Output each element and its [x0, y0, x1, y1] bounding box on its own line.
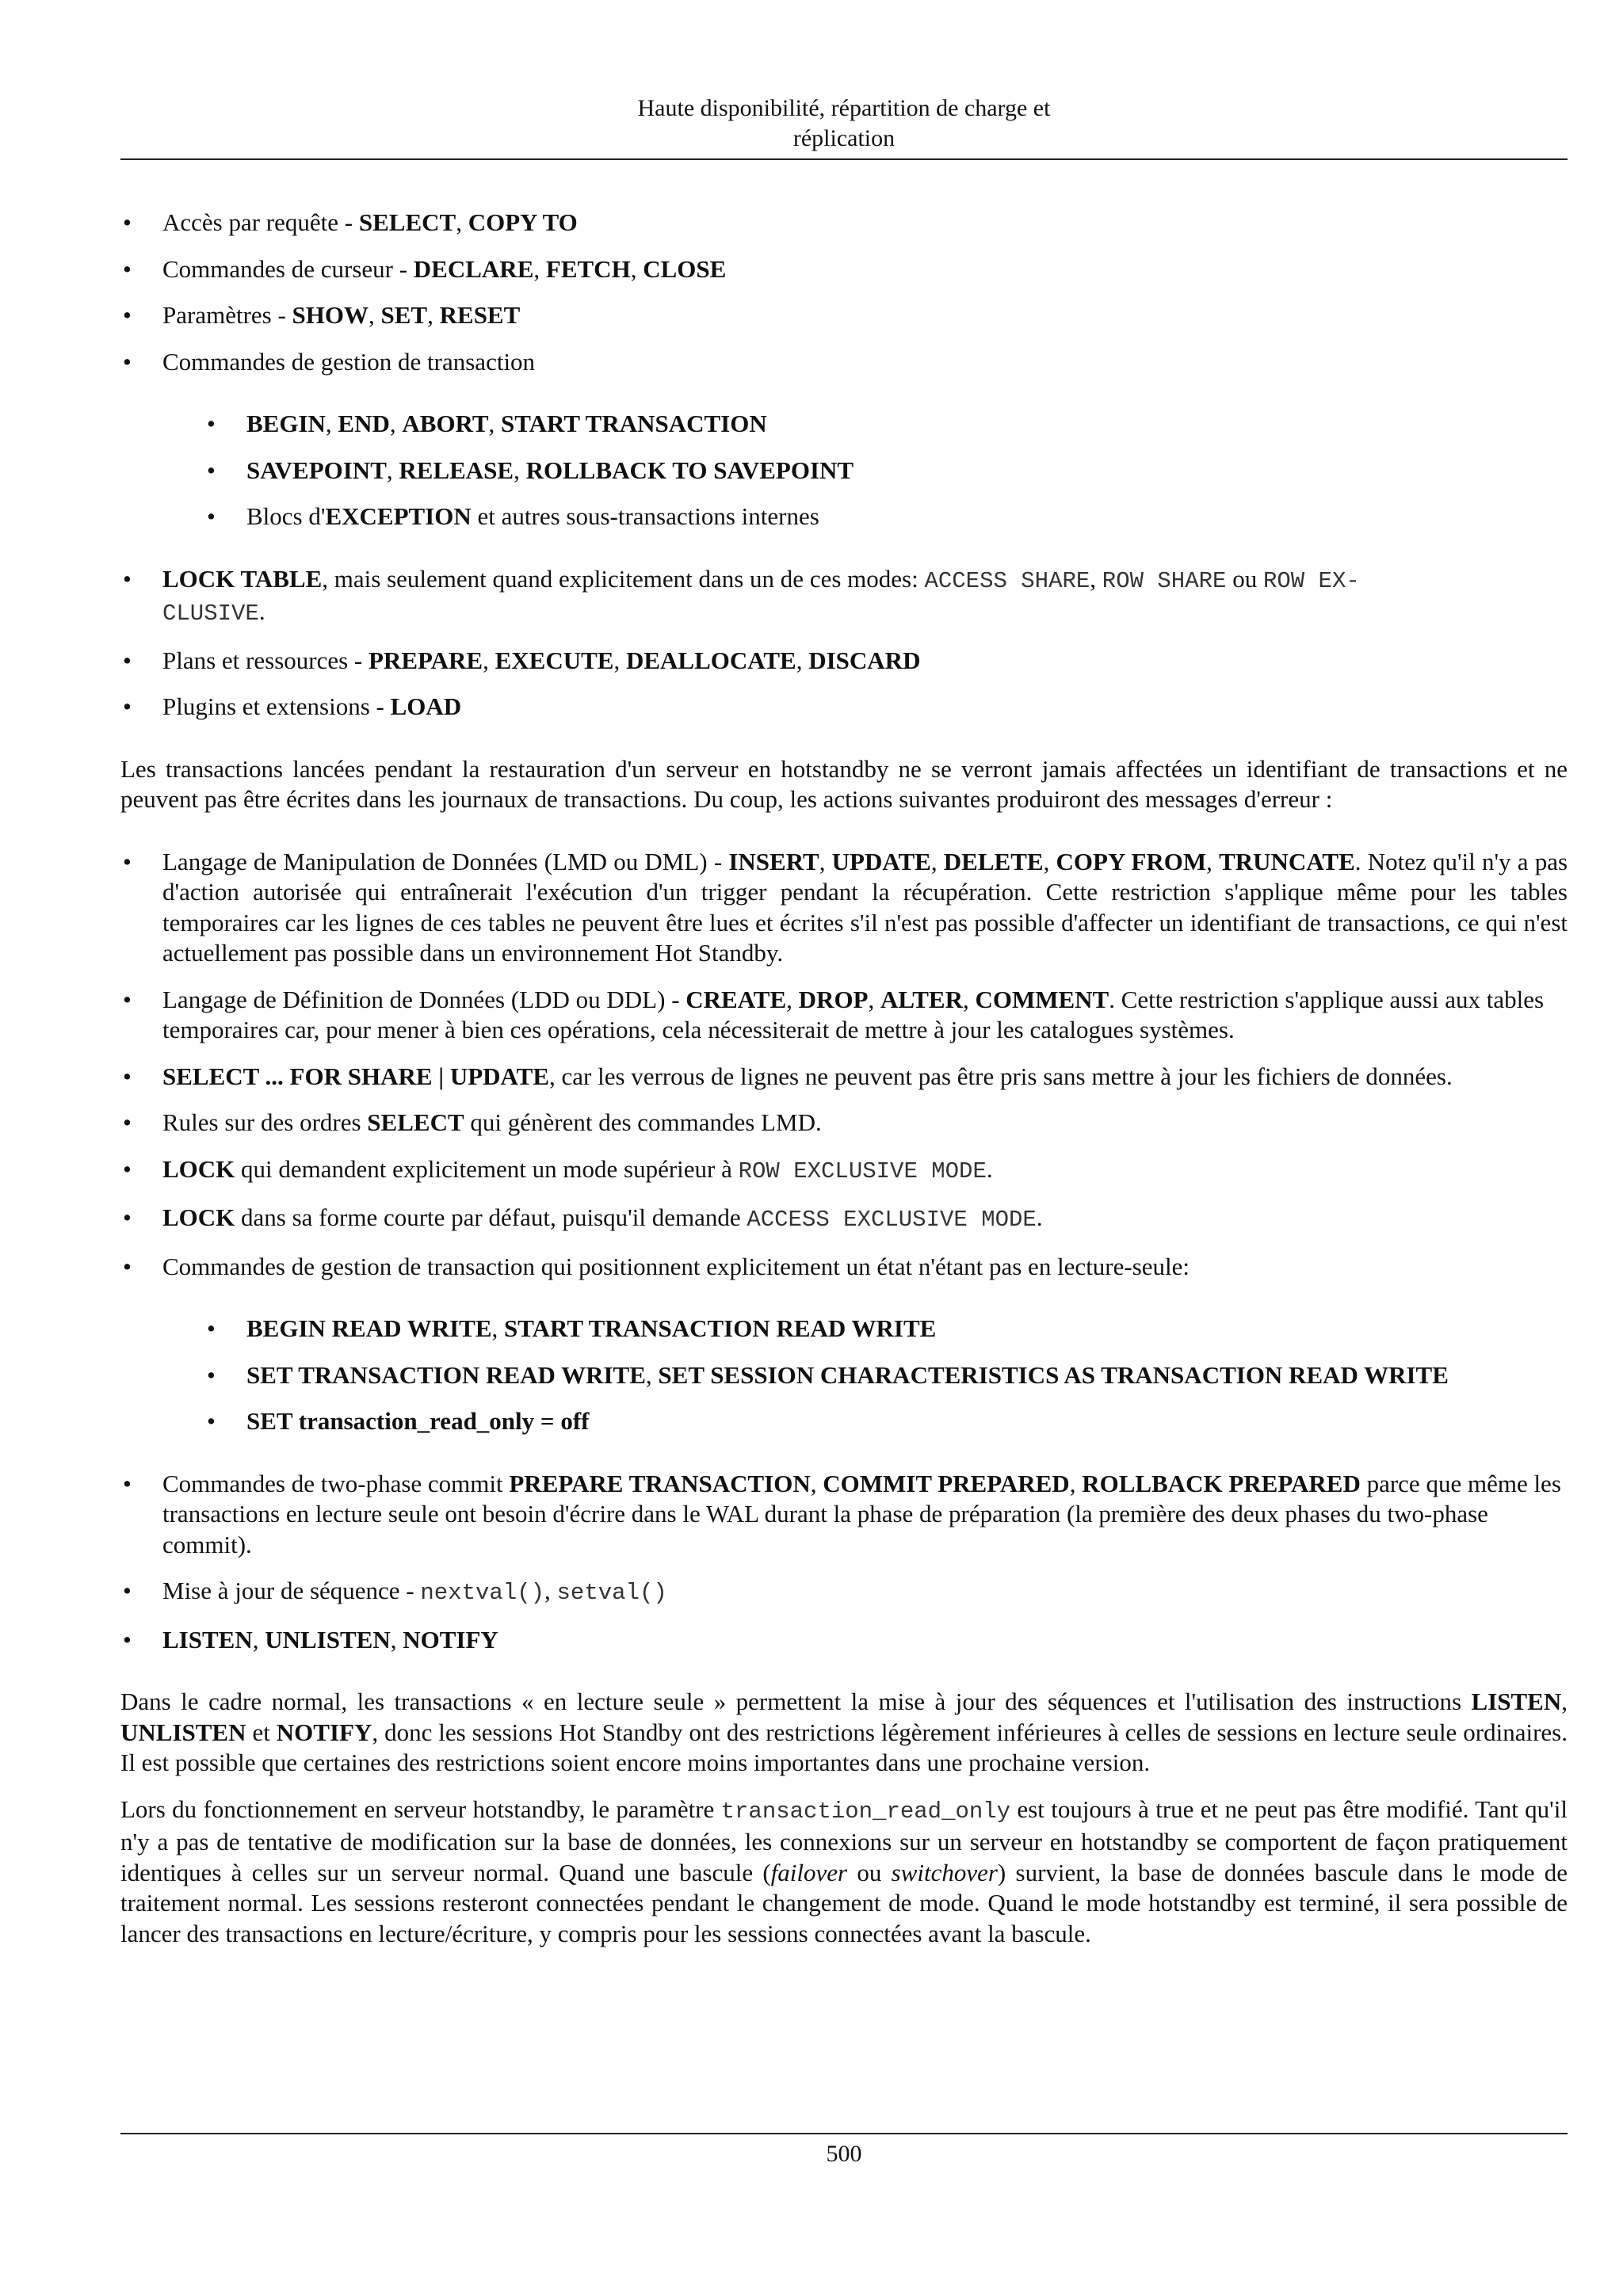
list-item: • Rules sur des ordres SELECT qui génèrent des commandes LMD. [120, 1108, 1568, 1138]
allowed-commands-list [120, 208, 1568, 723]
document-page [120, 0, 1568, 2296]
sub-list-item: • BEGIN, END, ABORT, START TRANSACTION [162, 409, 1568, 440]
list-item: • Commandes de two-phase commit PREPARE TRANSACTION, COMMIT PREPARED, ROLLBACK PREPARED parce que même les transactions en lecture seule ont besoin d'écrire dans le WAL durant la phase de préparation (la première des deux phases du two-phase commit). [120, 1469, 1568, 1561]
list-item: • Accès par requête - SELECT, COPY TO [120, 208, 1568, 238]
header-line-2: réplication [792, 125, 896, 151]
sub-list-item: • SET TRANSACTION READ WRITE, SET SESSION CHARACTERISTICS AS TRANSACTION READ WRITE [162, 1360, 1568, 1391]
page-number: 500 [826, 2141, 862, 2167]
list-item: • Mise à jour de séquence - nextval(), setval() [120, 1576, 1568, 1609]
paragraph: Lors du fonctionnement en serveur hotstandby, le paramètre transaction_read_only est toujours à true et ne peut pas être modifié. Tant qu'il n'y a pas de tentative de modification sur la base de données, les connexions sur un serveur en hotstandby se comportent de façon pratiquement identiques à celles sur un serveur normal. Quand une bascule (failover ou switchover) survient, la base de données bascule dans le mode de traitement normal. Les sessions resteront connectées pendant le changement de mode. Quand le mode hotstandby est terminé, il sera possible de lancer des transactions en lecture/écriture, y compris pour les sessions connectées avant la bascule. [120, 1794, 1568, 1947]
list-item: • SELECT ... FOR SHARE | UPDATE, car les verrous de lignes ne peuvent pas être pris sans mettre à jour les fichiers de données. [120, 1062, 1568, 1093]
list-item: • Commandes de curseur - DECLARE, FETCH, CLOSE [120, 254, 1568, 285]
running-header [120, 93, 1568, 154]
sub-list-item: • SET transaction_read_only = off [162, 1406, 1568, 1437]
list-item: • Commandes de gestion de transaction qui positionnent explicitement un état n'étant pas en lecture-seule: • BEGIN READ WRITE, START TRANSACTION READ WRITE • SET TRANSACTION READ WRITE, SET SESSION CHARACTERISTICS AS TRANSACTION READ WRITE • SET transaction_read_only = off [120, 1252, 1568, 1437]
paragraph: Dans le cadre normal, les transactions « en lecture seule » permettent la mise à jour des séquences et l'utilisation des instructions LISTEN, UNLISTEN et NOTIFY, donc les sessions Hot Standby ont des restrictions légèrement inférieures à celles de sessions en lecture seule ordinaires. Il est possible que certaines des restrictions soient encore moins importantes dans une prochaine version. [120, 1688, 1568, 1776]
list-item: • Paramètres - SHOW, SET, RESET [120, 300, 1568, 331]
list-item: • Plans et ressources - PREPARE, EXECUTE, DEALLOCATE, DISCARD [120, 646, 1568, 677]
list-item: • Langage de Manipulation de Données (LMD ou DML) - INSERT, UPDATE, DELETE, COPY FROM, TRUNCATE. Notez qu'il n'y a pas d'action autorisée qui entraînerait l'exécution d'un trigger pendant la récupération. Cette restriction s'applique même pour les tables temporaires car les lignes de ces tables ne peuvent être lues et écrites s'il n'est pas possible d'affecter un identifiant de transactions, ce qui n'est actuellement pas possible dans un environnement Hot Standby. [120, 847, 1568, 969]
page-body [120, 208, 1568, 1965]
sub-list [162, 409, 1568, 532]
sub-list-item: • BEGIN READ WRITE, START TRANSACTION READ WRITE [162, 1314, 1568, 1344]
forbidden-commands-list [120, 847, 1568, 1656]
paragraph: Les transactions lancées pendant la restauration d'un serveur en hotstandby ne se verront jamais affectées un identifiant de transactions et ne peuvent pas être écrites dans les journaux de transactions. Du coup, les actions suivantes produiront des messages d'erreur : [120, 754, 1568, 813]
sub-list-item: • Blocs d'EXCEPTION et autres sous-transactions internes [162, 502, 1568, 532]
footer-rule [120, 2133, 1568, 2134]
sub-list [162, 1314, 1568, 1437]
list-item: • LISTEN, UNLISTEN, NOTIFY [120, 1625, 1568, 1656]
list-item: • Langage de Définition de Données (LDD ou DDL) - CREATE, DROP, ALTER, COMMENT. Cette restriction s'applique aussi aux tables temporaires car, pour mener à bien ces opérations, cela nécessiterait de mettre à jour les catalogues systèmes. [120, 985, 1568, 1046]
header-rule [120, 158, 1568, 160]
sub-list-item: • SAVEPOINT, RELEASE, ROLLBACK TO SAVEPOINT [162, 456, 1568, 486]
header-line-1: Haute disponibilité, répartition de charge et [637, 95, 1051, 121]
list-item: • LOCK dans sa forme courte par défaut, puisqu'il demande ACCESS EXCLUSIVE MODE. [120, 1203, 1568, 1236]
list-item: • Commandes de gestion de transaction • BEGIN, END, ABORT, START TRANSACTION • SAVEPOINT, RELEASE, ROLLBACK TO SAVEPOINT • Blocs d'EXCEPTION et autres sous-transactions internes [120, 347, 1568, 532]
list-item: • LOCK TABLE, mais seulement quand explicitement dans un de ces modes: ACCESS SHARE, ROW SHARE ou ROW EX- CLUSIVE. [120, 564, 1568, 630]
list-item: • LOCK qui demandent explicitement un mode supérieur à ROW EXCLUSIVE MODE. [120, 1154, 1568, 1188]
list-item: • Plugins et extensions - LOAD [120, 692, 1568, 723]
